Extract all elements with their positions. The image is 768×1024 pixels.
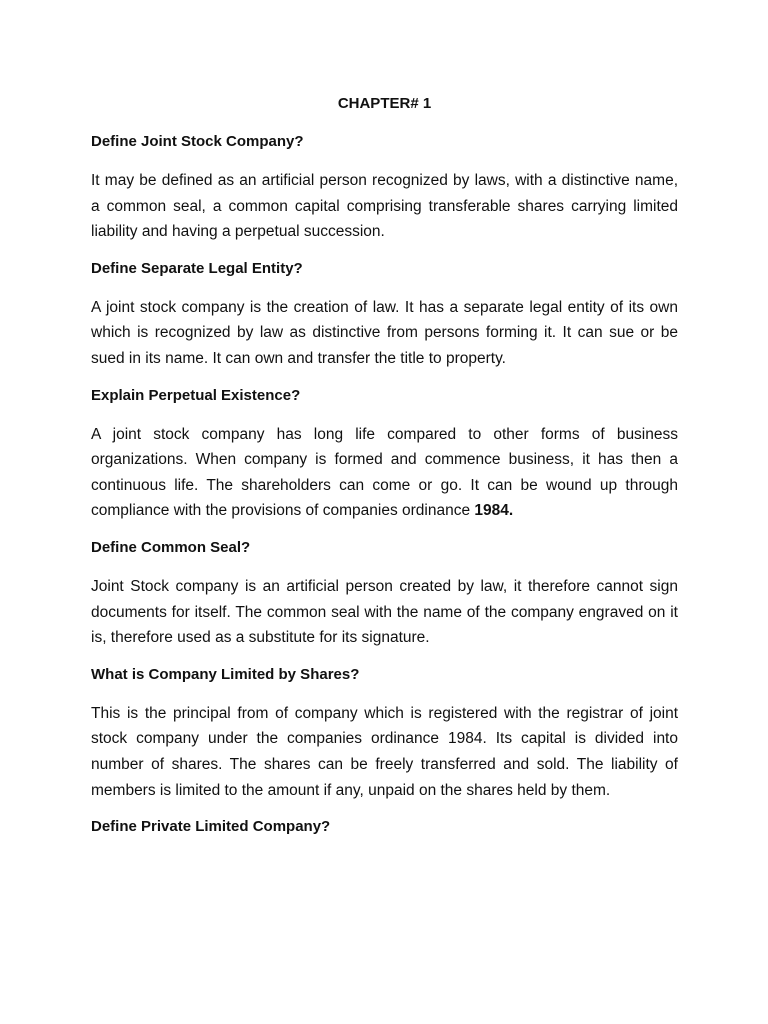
section-heading-joint-stock-company: Define Joint Stock Company? <box>91 133 304 150</box>
section-heading-private-limited-company: Define Private Limited Company? <box>91 818 331 836</box>
section-body-bold-year: 1984. <box>474 502 514 520</box>
section-body-separate-legal-entity: A joint stock company is the creation of law. It has a separate legal entity of its own which is recognized by law as distinctive from persons forming it. It can sue or be sued in its name. It can own and transfer the title to property. <box>91 298 678 367</box>
section-body-company-limited-by-shares: This is the principal from of company which is registered with the registrar of joint stock company under the companies ordinance 1984. Its capital is divided into number of shares. The shares can be freely transferred and sold. The liability of members is limited to the amount if any, unpaid on the shares held by them. <box>91 704 678 799</box>
section-heading-perpetual-existence: Explain Perpetual Existence? <box>91 386 301 404</box>
section-heading-separate-legal-entity: Define Separate Legal Entity? <box>91 259 303 277</box>
section-body-text: A joint stock company has long life compared to other forms of business organizations. When company is formed and commence business, it has then a continuous life. The shareholders can come or go. It can be wound up through compliance with the provisions of companies ordinance <box>91 425 678 520</box>
section-body-joint-stock-company: It may be defined as an artificial person recognized by laws, with a distinctive name, a common seal, a common capital comprising transferable shares carrying limited liability and having a perpetual succession. <box>91 172 678 241</box>
section-body-perpetual-existence <box>91 422 678 524</box>
chapter-title: CHAPTER# 1 <box>337 95 432 112</box>
section-body-common-seal: Joint Stock company is an artificial person created by law, it therefore cannot sign documents for itself. The common seal with the name of the company engraved on it is, therefore used as a substitute for its signature. <box>91 577 678 647</box>
section-heading-common-seal: Define Common Seal? <box>91 538 251 556</box>
section-heading-company-limited-by-shares: What is Company Limited by Shares? <box>91 665 360 683</box>
